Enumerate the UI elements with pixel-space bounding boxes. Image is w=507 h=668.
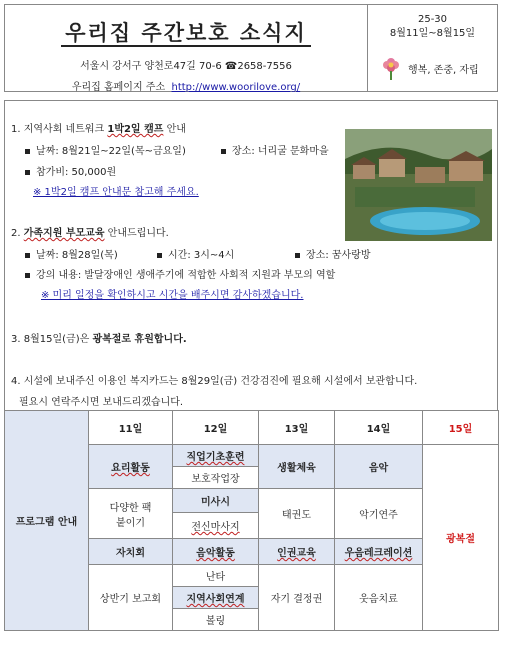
cell-11-r1: 요리활동 [89,445,173,489]
day-header-15: 15일 [423,411,499,445]
parent-edu-content: 강의 내용: 발달장애인 생애주기에 적합한 사회적 지원과 부모의 역할 [25,269,335,283]
parent-edu-place: 장소: 꿈사랑방 [295,249,371,263]
header-main [5,5,368,91]
homepage-line [5,78,367,93]
cell-14-r4: 웃음치료 [335,565,423,631]
issue-period: 8월11일~8월15일 [389,28,476,39]
cell-13-r2: 태권도 [259,489,335,539]
notice-body [4,100,498,411]
newsletter-title: 우리집 주간보호 소식지 [5,17,367,47]
section-camp-title: 1. 지역사회 네트워크 1박2일 캠프 안내 [11,124,186,135]
address-line: 서울시 강서구 양천로47길 70-6 ☎2658-7556 [80,61,292,72]
parent-edu-date: 날짜: 8월28일(목) [25,249,118,263]
cell-12-r4c: 볼링 [173,609,259,631]
camp-place: 장소: 너리굴 문화마을 [221,145,329,159]
cell-12-r1b: 보호작업장 [173,467,259,489]
cell-14-r1: 음악 [335,445,423,489]
parent-edu-time: 시간: 3시~4시 [157,249,234,263]
cell-12-r2a: 미사시 [173,489,259,513]
cell-12-r2b: 전신마사지 [173,513,259,539]
issue-info [368,13,497,41]
flower-logo-icon [380,53,402,81]
cell-11-r4: 상반기 보고회 [89,565,173,631]
camp-fee: 참가비: 50,000원 [25,166,116,180]
header-issue-box [368,5,497,91]
newsletter-header [4,4,498,92]
parent-edu-note: ※ 미리 일정을 확인하시고 시간을 배주시면 감사하겠습니다. [41,290,304,301]
cell-14-r2: 악기연주 [335,489,423,539]
camp-note: ※ 1박2일 캠프 안내문 참고해 주세요. [33,187,199,198]
day-header-11: 11일 [89,411,173,445]
camp-date: 날짜: 8월21일~22일(목~금요일) [25,145,186,159]
day-header-14: 14일 [335,411,423,445]
program-table [4,410,499,631]
cell-12-r4a: 난타 [173,565,259,587]
homepage-link[interactable]: http://www.woorilove.org/ [171,82,301,93]
issue-number: 25-30 [417,14,448,25]
section-welfare-card-2: 필요시 연락주시면 보내드리겠습니다. [19,397,184,408]
cell-11-r3: 자치회 [89,539,173,565]
program-label: 프로그램 안내 [5,411,89,631]
cell-13-r4: 자기 결정권 [259,565,335,631]
cell-14-r3: 우음레크레이션 [335,539,423,565]
camp-village-photo [345,129,492,241]
cell-13-r1: 생활체육 [259,445,335,489]
section-holiday: 3. 8월15일(금)은 광복절로 휴원합니다. [11,334,187,345]
holiday-cell: 광복절 [423,445,499,631]
day-header-13: 13일 [259,411,335,445]
cell-11-r2: 다양한 팩 붙이기 [89,489,173,539]
cell-13-r3: 인권교육 [259,539,335,565]
homepage-label: 우리집 홈페이지 주소 [71,82,166,93]
cell-12-r3: 음악활동 [173,539,259,565]
day-header-12: 12일 [173,411,259,445]
motto: 행복, 존중, 자립 [408,65,479,76]
cell-12-r1a: 직업기초훈련 [173,445,259,467]
section-parent-edu-title: 2. 가족지원 부모교육 안내드립니다. [11,228,169,239]
cell-12-r4b: 지역사회연계 [173,587,259,609]
section-welfare-card: 4. 시설에 보내주신 이용인 복지카드는 8월29일(금) 건강검진에 필요해 시설에서 보관합니다. [11,376,418,387]
